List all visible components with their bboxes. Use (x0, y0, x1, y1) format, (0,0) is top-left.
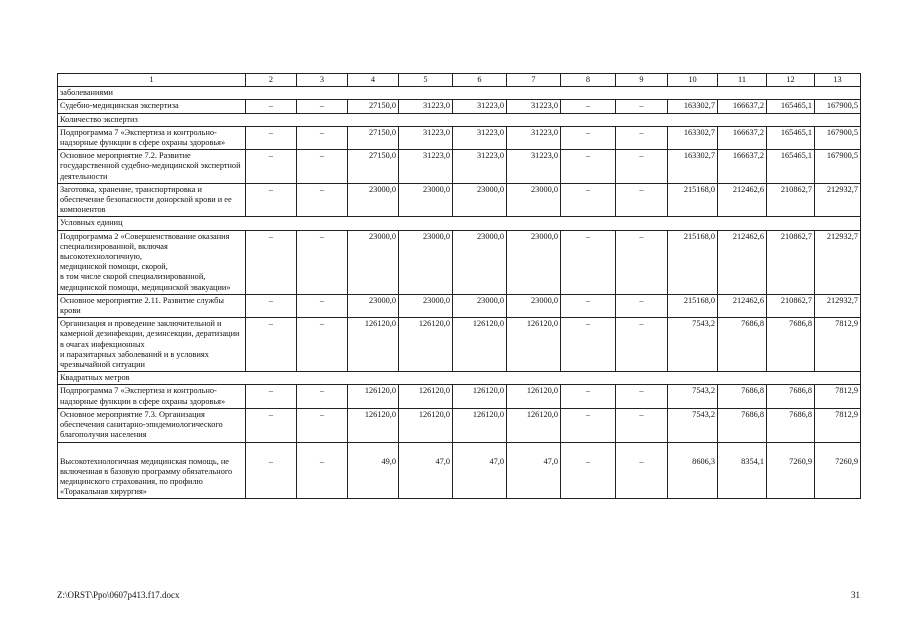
value-cell: – (246, 442, 297, 499)
value-cell: 23000,0 (507, 183, 561, 217)
column-header: 5 (399, 74, 453, 87)
value-cell: 166637,2 (718, 100, 767, 113)
table-row (58, 385, 861, 408)
value-cell: 31223,0 (399, 126, 453, 149)
value-cell: 23000,0 (399, 230, 453, 294)
section-row (58, 217, 861, 230)
value-cell: 23000,0 (348, 183, 399, 217)
value-cell: 126120,0 (399, 408, 453, 442)
value-cell: 212462,6 (718, 294, 767, 317)
value-cell: 126120,0 (453, 385, 507, 408)
value-cell: 167900,5 (815, 150, 861, 184)
value-cell: 163302,7 (668, 150, 718, 184)
column-header: 2 (246, 74, 297, 87)
table-row (58, 408, 861, 442)
value-cell: – (297, 385, 348, 408)
value-cell: – (561, 100, 616, 113)
row-name: Подпрограмма 7 «Экспертиза и контрольно-надзорные функции в сфере охраны здоровья» (58, 385, 246, 408)
value-cell: – (616, 100, 668, 113)
value-cell: – (297, 442, 348, 499)
value-cell: 7543,2 (668, 318, 718, 372)
value-cell: 31223,0 (453, 126, 507, 149)
value-cell: – (561, 183, 616, 217)
table-row (58, 150, 861, 184)
value-cell: – (616, 408, 668, 442)
column-header: 8 (561, 74, 616, 87)
value-cell: 23000,0 (453, 183, 507, 217)
column-header: 1 (58, 74, 246, 87)
table-row (58, 100, 861, 113)
value-cell: 8354,1 (718, 442, 767, 499)
value-cell: 7686,8 (718, 408, 767, 442)
value-cell: 126120,0 (507, 318, 561, 372)
value-cell: 212462,6 (718, 183, 767, 217)
row-name: Основное мероприятие 7.2. Развитие государственной судебно-медицинской экспертной деятельности (58, 150, 246, 184)
value-cell: 23000,0 (399, 183, 453, 217)
value-cell: 47,0 (507, 442, 561, 499)
value-cell: 126120,0 (453, 318, 507, 372)
value-cell: 31223,0 (507, 100, 561, 113)
value-cell: – (297, 150, 348, 184)
value-cell: 126120,0 (399, 385, 453, 408)
value-cell: – (297, 183, 348, 217)
value-cell: – (616, 183, 668, 217)
value-cell: 215168,0 (668, 230, 718, 294)
value-cell: 126120,0 (453, 408, 507, 442)
file-path: Z:\ORST\Ppo\0607p413.f17.docx (57, 590, 180, 600)
section-label: Условных единиц (58, 217, 861, 230)
value-cell: – (246, 150, 297, 184)
row-name: Основное мероприятие 2.11. Развитие службы крови (58, 294, 246, 317)
table-row (58, 294, 861, 317)
section-row (58, 113, 861, 126)
value-cell: 7260,9 (767, 442, 815, 499)
section-row (58, 372, 861, 385)
row-name: Судебно-медицинская экспертиза (58, 100, 246, 113)
value-cell: 212932,7 (815, 230, 861, 294)
value-cell: 210862,7 (767, 183, 815, 217)
value-cell: 23000,0 (507, 294, 561, 317)
value-cell: – (297, 318, 348, 372)
value-cell: – (246, 294, 297, 317)
column-header: 12 (767, 74, 815, 87)
value-cell: 210862,7 (767, 230, 815, 294)
value-cell: – (561, 150, 616, 184)
value-cell: – (246, 408, 297, 442)
row-name: Высокотехнологичная медицинская помощь, не включенная в базовую программу обязательного медицинского страхования, по профилю «Торакальная хирургия» (58, 442, 246, 499)
value-cell: – (246, 230, 297, 294)
value-cell: 163302,7 (668, 126, 718, 149)
value-cell: 7686,8 (767, 408, 815, 442)
value-cell: 7812,9 (815, 318, 861, 372)
column-header: 11 (718, 74, 767, 87)
value-cell: 7812,9 (815, 385, 861, 408)
value-cell: 27150,0 (348, 150, 399, 184)
value-cell: 126120,0 (348, 385, 399, 408)
value-cell: 212462,6 (718, 230, 767, 294)
section-label: Количество экспертиз (58, 113, 861, 126)
value-cell: 27150,0 (348, 100, 399, 113)
value-cell: 7686,8 (718, 385, 767, 408)
value-cell: 23000,0 (453, 230, 507, 294)
column-header: 3 (297, 74, 348, 87)
value-cell: – (246, 183, 297, 217)
value-cell: – (297, 100, 348, 113)
value-cell: – (246, 126, 297, 149)
column-header: 7 (507, 74, 561, 87)
value-cell: – (561, 230, 616, 294)
value-cell: 7686,8 (718, 318, 767, 372)
value-cell: 165465,1 (767, 100, 815, 113)
value-cell: – (297, 126, 348, 149)
row-name: Основное мероприятие 7.3. Организация обеспечения санитарно-эпидемиологического благополучия населения (58, 408, 246, 442)
value-cell: 31223,0 (507, 150, 561, 184)
value-cell: – (561, 385, 616, 408)
value-cell: – (561, 126, 616, 149)
value-cell: 23000,0 (507, 230, 561, 294)
row-name: Заготовка, хранение, транспортировка и обеспечение безопасности донорской крови и ее компонентов (58, 183, 246, 217)
value-cell: 212932,7 (815, 183, 861, 217)
value-cell: – (297, 230, 348, 294)
table-row (58, 230, 861, 294)
section-row (58, 87, 861, 100)
value-cell: – (297, 408, 348, 442)
value-cell: – (616, 318, 668, 372)
value-cell: 7543,2 (668, 408, 718, 442)
value-cell: – (616, 385, 668, 408)
column-header: 13 (815, 74, 861, 87)
column-header: 10 (668, 74, 718, 87)
value-cell: 167900,5 (815, 100, 861, 113)
value-cell: 126120,0 (399, 318, 453, 372)
value-cell: 7686,8 (767, 385, 815, 408)
value-cell: 23000,0 (348, 294, 399, 317)
value-cell: 31223,0 (507, 126, 561, 149)
value-cell: 23000,0 (453, 294, 507, 317)
value-cell: 166637,2 (718, 150, 767, 184)
value-cell: – (616, 230, 668, 294)
column-header: 9 (616, 74, 668, 87)
value-cell: 31223,0 (453, 100, 507, 113)
value-cell: 126120,0 (348, 318, 399, 372)
row-name: Организация и проведение заключительной и камерной дезинфекции, дезинсекции, дератизации в очагах инфекционных и паразитарных заболеваний и в условиях чрезвычайной ситуации (58, 318, 246, 372)
value-cell: – (616, 294, 668, 317)
value-cell: – (561, 294, 616, 317)
value-cell: 215168,0 (668, 183, 718, 217)
value-cell: 126120,0 (507, 408, 561, 442)
value-cell: 166637,2 (718, 126, 767, 149)
value-cell: 126120,0 (507, 385, 561, 408)
table-row (58, 318, 861, 372)
value-cell: 165465,1 (767, 126, 815, 149)
value-cell: 126120,0 (348, 408, 399, 442)
value-cell: 8606,3 (668, 442, 718, 499)
value-cell: – (246, 318, 297, 372)
value-cell: 23000,0 (399, 294, 453, 317)
value-cell: 7543,2 (668, 385, 718, 408)
table-row (58, 442, 861, 499)
header-row (58, 74, 861, 87)
value-cell: 47,0 (453, 442, 507, 499)
value-cell: – (246, 385, 297, 408)
column-header: 6 (453, 74, 507, 87)
value-cell: – (561, 318, 616, 372)
value-cell: 210862,7 (767, 294, 815, 317)
value-cell: 31223,0 (399, 150, 453, 184)
value-cell: 7260,9 (815, 442, 861, 499)
budget-table (57, 73, 861, 499)
row-name: Подпрограмма 2 «Совершенствование оказания специализированной, включая высокотехнологичную, медицинской помощи, скорой, в том числе скорой специализированной, медицинской помощи, медицинской эвакуации» (58, 230, 246, 294)
value-cell: 7812,9 (815, 408, 861, 442)
section-label: Квадратных метров (58, 372, 861, 385)
page-number: 31 (851, 590, 860, 600)
section-label: заболеваниями (58, 87, 861, 100)
value-cell: – (561, 442, 616, 499)
table-row (58, 183, 861, 217)
value-cell: 23000,0 (348, 230, 399, 294)
value-cell: 7686,8 (767, 318, 815, 372)
value-cell: – (616, 126, 668, 149)
value-cell: 47,0 (399, 442, 453, 499)
value-cell: – (561, 408, 616, 442)
row-name: Подпрограмма 7 «Экспертиза и контрольно-надзорные функции в сфере охраны здоровья» (58, 126, 246, 149)
value-cell: 49,0 (348, 442, 399, 499)
value-cell: 31223,0 (453, 150, 507, 184)
value-cell: 212932,7 (815, 294, 861, 317)
value-cell: 163302,7 (668, 100, 718, 113)
value-cell: 27150,0 (348, 126, 399, 149)
column-header: 4 (348, 74, 399, 87)
value-cell: 167900,5 (815, 126, 861, 149)
value-cell: – (246, 100, 297, 113)
value-cell: – (297, 294, 348, 317)
value-cell: 31223,0 (399, 100, 453, 113)
value-cell: 215168,0 (668, 294, 718, 317)
value-cell: – (616, 442, 668, 499)
value-cell: – (616, 150, 668, 184)
table-row (58, 126, 861, 149)
value-cell: 165465,1 (767, 150, 815, 184)
